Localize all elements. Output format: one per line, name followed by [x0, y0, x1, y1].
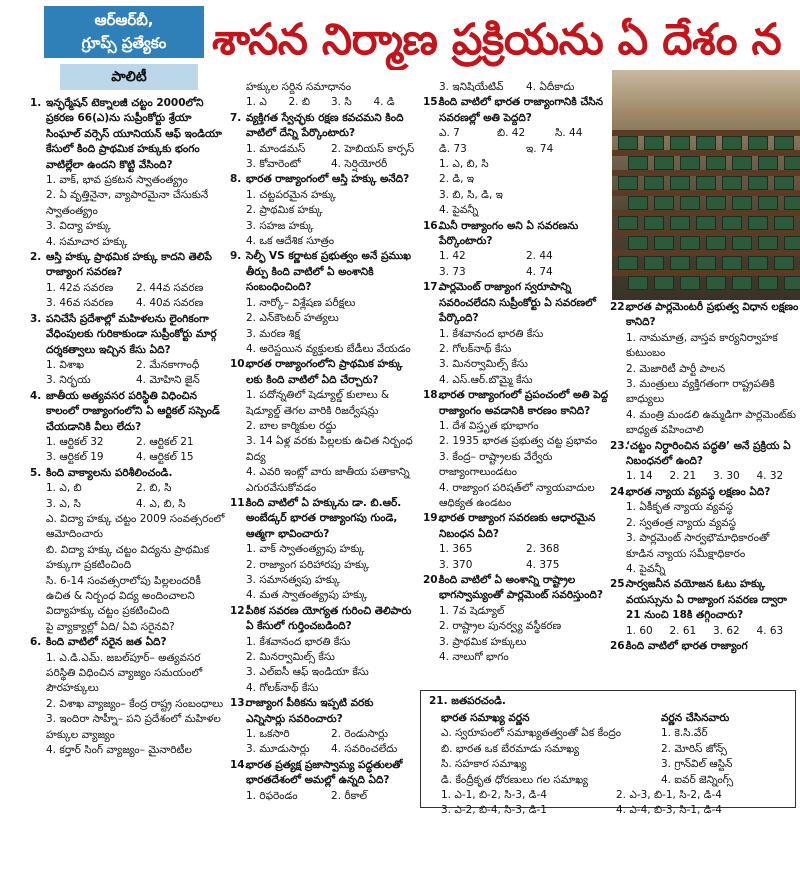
question [423, 511, 613, 542]
question [610, 300, 800, 331]
option: 4. ఒక ఆదేశిక సూత్రం [246, 235, 335, 248]
option: 3. 14 ఏళ్ల వరకు పిల్లలకు ఉచిత నిర్బంధ విద్య [246, 435, 413, 463]
series-tag [44, 6, 204, 58]
desk [748, 176, 768, 190]
question [230, 357, 416, 388]
option: 4. గోలక్‌నాథ్ కేసు [246, 681, 319, 694]
question-text: పీఠిక సవరణ యోగ్యత గురించి తెలిపారు ఏ కేసులో గుర్తించబడింది? [246, 604, 412, 633]
desk [774, 216, 794, 230]
option: 3. ఇనిషియేటివ్ [439, 81, 504, 93]
desk [696, 256, 716, 270]
desk [748, 136, 768, 150]
question-number: 22. [610, 301, 629, 313]
option: పై వ్యాక్యాల్లో ఏది/ ఏవి సరైనవి? [46, 620, 175, 633]
option: 4. మత స్వాతంత్య్రపు హక్కు [246, 589, 368, 602]
desk [748, 256, 768, 270]
option-row [610, 624, 800, 639]
desk [722, 176, 742, 190]
question-number: 23. [610, 439, 629, 452]
question-text: కింది వాటిలో భారత రాజ్యాంగానికి చేసిన సవరణల్లో అతి పెద్దది? [439, 96, 604, 124]
desk [670, 176, 690, 190]
desk [618, 216, 638, 230]
question-number: 13. [230, 697, 249, 710]
match-left-heading: భారత సమాఖ్య వర్ణన [441, 712, 530, 724]
option-row [230, 742, 416, 757]
option: 3. ఎ-2, బి-4, సి-3, డి-1 [441, 804, 547, 817]
question-text: కింది వాక్యాలను పరిశీలించండి. [46, 466, 173, 479]
option: 1. వాక్ స్వాతంత్య్రపు హక్కు [246, 543, 365, 556]
desk [628, 276, 648, 290]
option: 4. సెర్షియోరరీ [331, 158, 388, 171]
option: 3. విద్యా హక్కు [46, 220, 111, 233]
option-row [423, 142, 613, 157]
desk [706, 236, 726, 250]
option: 3. 370 [439, 558, 473, 571]
option: 3. 30 [713, 470, 740, 483]
option: 1. ఎ, బి [46, 482, 82, 495]
match-right-item: 4. ఐవర్ జెన్నింగ్స్ [661, 773, 734, 786]
option-row [30, 358, 226, 373]
question [610, 439, 800, 470]
headline: శాసన నిర్మాణ ప్రక్రియను ఏ దేశం న [212, 15, 782, 65]
option-row [230, 142, 416, 157]
answer-row [441, 788, 791, 803]
column-3 [423, 80, 613, 665]
desk [654, 276, 674, 290]
option: 2. రెండుసార్లు [331, 728, 388, 741]
option-row [30, 296, 226, 311]
option: 1. చట్టపరమైన హక్కు [246, 188, 336, 201]
option: 4. 63 [756, 624, 784, 637]
option: 1. విశాఖ [46, 358, 85, 371]
option: 4. నాలుగో భాగం [439, 651, 509, 664]
continued-text: హక్కుల సర్దిన సమాధానం [246, 81, 352, 93]
match-right-column [661, 711, 793, 788]
question-number: 6. [30, 636, 42, 649]
option: 1. 14 [626, 470, 653, 483]
option: 4. మంత్రి మండలి ఉమ్మడిగా పార్లమెంట్‌కు బాధ్యత వహించాలి [626, 408, 797, 437]
question [30, 635, 226, 650]
option: 2. మెజారిటీ పార్టీ పాలన [626, 362, 726, 375]
option-row [610, 469, 800, 484]
desk [654, 156, 674, 170]
question-number: 15. [423, 96, 442, 109]
parliament-photo [612, 70, 800, 300]
option: 3. ప్రాథమిక హక్కులు [439, 635, 527, 648]
option: 2. బాల కార్మికుల రద్దు [246, 419, 337, 432]
option: 4. ఎవరి ఇంట్లో వారు జాతీయ పతాకాన్ని ఎగురవేసుకోవడం [246, 466, 410, 494]
option: 2. మినర్వామిల్స్ కేసు [246, 651, 335, 664]
option: 4. ఎస్.ఆర్.బొమ్మై కేసు [439, 373, 533, 386]
option: 3. నిర్భయ [46, 374, 91, 387]
option: 4. మోహిని జైన్ [136, 374, 200, 387]
question-number: 9. [230, 250, 242, 263]
option: 4. ఏదీకాదు [526, 81, 575, 93]
option-row [423, 542, 613, 557]
desk [732, 156, 752, 170]
question [230, 111, 416, 142]
option: 2. బి, సి [136, 482, 172, 495]
question-number: 10. [230, 358, 249, 371]
question [610, 577, 800, 623]
desk [670, 256, 690, 270]
question [230, 696, 416, 727]
option: 2. రాష్ట్రాల పునర్వ్య వస్థీకరణ [439, 620, 562, 633]
desk [644, 216, 664, 230]
match-left-item: డి. కేంద్రీకృత ధోరణులు గల సమాఖ్య [441, 773, 588, 786]
desk [696, 136, 716, 150]
desk [618, 176, 638, 190]
option: 4. సవరించలేదు [331, 743, 398, 756]
desk [784, 156, 800, 170]
column-1 [30, 96, 226, 758]
option-row [30, 373, 226, 388]
option: 2. విశాఖ వ్యాజ్యం– కేంద్ర రాష్ట్ర సంబంధాలు [46, 697, 224, 710]
desk [696, 216, 716, 230]
question-number: 16. [423, 219, 442, 232]
option: 2. 1935 భారత ప్రభుత్వ చట్ట ప్రభావం [439, 435, 598, 448]
question-number: 1. [30, 97, 42, 109]
option: 1. ఎ-1, బి-2, సి-3, డి-4 [441, 789, 547, 802]
option: 4. పైవన్నీ [439, 204, 479, 217]
desk [680, 276, 700, 290]
match-left-item: బి. భారత ఒక బేరమాడు సమాఖ్య [441, 742, 580, 755]
question [230, 249, 416, 295]
question-text: కింది వాటిలో ఏ అంశాన్ని రాష్ట్రాల భాగస్వామ్యంతో పార్లమెంట్ సవరిస్తుంది? [439, 574, 603, 602]
option-row [230, 157, 416, 172]
question-number: 17. [423, 281, 442, 294]
option-row [30, 281, 226, 296]
question-text: ఆస్తి హక్కు ప్రాథమిక హక్కు కాదని తెలిపే రాజ్యాంగ సవరణ? [46, 251, 212, 279]
option-row [30, 450, 226, 465]
option: ఎ. విద్యా హక్కు చట్టం 2009 సంవత్సరంలో ఆమోదించారు [46, 512, 225, 541]
desk [706, 196, 726, 210]
option: 4. డి [373, 96, 395, 109]
question-text: జతపరచండి. [451, 695, 506, 707]
question [610, 639, 800, 654]
option-row [423, 126, 613, 141]
question [30, 96, 226, 173]
option: 1. ఎ.డి.ఎమ్. జబల్‌పూర్– అత్యవసర పరిస్థితి విధించిన వ్యాజ్యం సమయంలో పౌరహక్కులు [46, 651, 203, 695]
question-text: పనిచేసే ప్రదేశాల్లో మహిళలను లైంగికంగా వేధింపులకు గురికాకుండా సుప్రీంకోర్టు మార్గ దర్శకత్వాలు ఇచ్చిన కేసు ఏది? [46, 312, 217, 356]
option: 3. మినర్వామిల్స్ కేసు [439, 358, 528, 371]
option: 3. పార్లమెంట్ సార్వభౌమాధికారంతో కూడిన న్యాయ సమీక్షాధికారం [626, 532, 770, 560]
option: 2. ఏ వృత్తినైనా, వ్యాపారమైనా చేసుకునే స్వాతంత్య్రం [46, 189, 209, 217]
option: 1. రిఫరెండం [246, 789, 298, 802]
option: 3. మంత్రులు వ్యక్తిగతంగా రాష్ట్రపతికి బాధ్యులు [626, 378, 775, 406]
question-number: 5. [30, 466, 42, 479]
option: 2. 368 [526, 543, 560, 556]
column-2 [230, 80, 416, 804]
desk [706, 156, 726, 170]
match-right-heading: వర్ణన చేసినవారు [661, 712, 730, 724]
option: 2. డి, ఇ [439, 173, 475, 186]
option: 1. పదోన్నతిలో షెడ్యూల్డ్ కులాలు & షెడ్యూల్డ్ తెగల వారికి రిజర్వేషన్లు [246, 389, 390, 417]
option: 3. ఎ, సి [46, 497, 81, 510]
option: 4. ఎ, బి, సి [136, 497, 186, 510]
option-row [30, 497, 226, 512]
option-row [423, 249, 613, 264]
question-text: భారత పార్లమెంటరీ ప్రభుత్వ విధాన లక్షణం కానిది? [626, 301, 799, 329]
question-number: 26. [610, 639, 629, 652]
option: 2. మేనకాగాంధీ [136, 358, 200, 371]
option: 3. ఇందిరా సాహ్నీ– పని ప్రదేశంలో మహిళల హక్కుల వ్యాజ్యం [46, 713, 221, 741]
desk [774, 256, 794, 270]
question-number: 11. [230, 496, 249, 509]
question-number: 7. [230, 111, 242, 124]
option: 4. 375 [526, 558, 560, 571]
desk [644, 256, 664, 270]
desk [628, 236, 648, 250]
question-text: భారత రాజ్యాంగంలో ఆస్తి హక్కు అనేది? [246, 173, 410, 186]
option: 3. మూడుసార్లు [246, 743, 310, 756]
option: 4. ఆర్టికల్ 15 [136, 451, 194, 464]
option: సి. 6-14 సంవత్సరాలోపు పిల్లలందరికీ ఉచిత & నిర్బంధ విద్య అందించాలని విద్యాహక్కు చట్టం ప్రకటించింది [46, 574, 201, 618]
question [423, 573, 613, 604]
desk [774, 176, 794, 190]
desk [722, 216, 742, 230]
option: 4. కర్తార్ సింగ్ వ్యాజ్యం– మైనారిటీల [46, 744, 192, 757]
question-number: 19. [423, 512, 442, 525]
question-text: భారత న్యాయ వ్యవస్థ లక్షణం ఏది? [626, 485, 771, 498]
desk [670, 136, 690, 150]
option: 1. ఏకీకృత న్యాయ వ్యవస్థ [626, 501, 734, 514]
desk [732, 196, 752, 210]
option-row [30, 481, 226, 496]
option: 2. 61 [669, 624, 697, 637]
question-text: సెల్ఫీ VS కర్ణాటక ప్రభుత్వం అనే ప్రముఖ తీర్పు కింది వాటిలో ఏ అంశానికి సంబంధించింది? [246, 250, 412, 294]
question [30, 466, 226, 481]
option: 2. ఎన్‌కౌంటర్ హత్యలు [246, 312, 339, 325]
question-number: 24. [610, 485, 629, 498]
series-tag-line1: ఆర్ఆర్‌బీ, [94, 11, 154, 29]
desk [670, 216, 690, 230]
question-text: భారత రాజ్యాంగంలోని ప్రాథమిక హక్కు లకు కింది వాటిలో ఏది చేర్చారు? [246, 358, 403, 386]
desk [628, 156, 648, 170]
question-number: 4. [30, 389, 42, 402]
question-text: భారత ప్రత్యక్ష ప్రజాస్వామ్య పద్ధతులతో భారతదేశంలో అమల్లో ఉన్నది ఏది? [246, 758, 403, 787]
option: 3. సమానత్వపు హక్కు [246, 574, 340, 586]
option: 1. నార్కో– విశ్లేషణ పరీక్షలు [246, 296, 356, 309]
match-left-item: ఎ. స్వరూపంలో సమాఖ్యతత్వంతో ఏక కేంద్రం [441, 727, 622, 740]
desk [618, 256, 638, 270]
question-number: 25. [610, 578, 629, 591]
desk [748, 216, 768, 230]
desk [722, 256, 742, 270]
option: 3. బి, సి, డి, ఇ [439, 188, 503, 201]
option: 2. రీకాల్ [331, 789, 368, 802]
question-text: భారత రాజ్యాంగ సవరణకు ఆధారమైన నిబంధన ఏది? [439, 512, 596, 540]
option-row [230, 727, 416, 742]
question-number: 8. [230, 173, 242, 186]
option: బి. 42 [497, 127, 526, 140]
option: 2. రాజ్యాంగ పరిహారపు హక్కు [246, 558, 370, 571]
subject-label: పాలిటీ [60, 64, 198, 90]
option: 3. మరణ శిక్ష [246, 327, 300, 340]
desk [784, 196, 800, 210]
option: ఎ. 7 [439, 127, 460, 140]
option: 3. కేంద్ర– రాష్ట్రాలకు వేర్వేరు రాజ్యాంగాలుండటం [439, 450, 553, 479]
option: 4. పైవన్నీ [626, 562, 666, 575]
option: 3. సి [331, 96, 352, 109]
option: 2. ఆర్టికల్ 21 [136, 435, 194, 448]
desk [654, 236, 674, 250]
desk [628, 196, 648, 210]
answer-row [441, 803, 791, 818]
option: 1. 42వ సవరణ [46, 281, 114, 294]
question [610, 485, 800, 500]
question [230, 496, 416, 542]
desk [732, 236, 752, 250]
option: 1. ఎ, బి, సి [439, 158, 489, 171]
question [423, 219, 613, 250]
match-right-item: 1. కె.సి.వేర్ [661, 727, 708, 740]
question-text: పార్లమెంట్ రాజ్యాంగ స్వరూపాన్ని సవరించలేదని సుప్రీంకోర్టు ఏ సవరణలో పేర్కొంది? [439, 281, 596, 325]
question [423, 388, 613, 419]
question [423, 280, 613, 326]
option-row [423, 80, 613, 95]
question-number: 14. [230, 758, 249, 771]
desk [784, 276, 800, 290]
question-text: వ్యక్తిగత స్వేచ్ఛకు రక్షణ కవచమని కింది వాటిలో దేన్ని పేర్కొంటారు? [246, 111, 404, 140]
option: 2. గోలక్‌నాథ్ కేసు [439, 342, 512, 355]
match-right-item: 3. గ్రాన్‌విల్ ఆస్టిన్ [661, 758, 733, 771]
option: 2. ప్రాథమిక హక్కు [246, 204, 323, 217]
question [230, 172, 416, 187]
option: 4. రాజ్యాంగ పరిషత్‌లో న్యాయవాదుల ఆధిక్యత ఉండటం [439, 481, 595, 509]
desk [758, 276, 778, 290]
option: 2. 44 [526, 250, 553, 263]
question-text: ఇన్ఫర్మేషన్ టెక్నాలజీ చట్టం 2000లోని ప్రకరణ 66(ఎ)ను సుప్రీంకోర్టు శ్రేయా సింఘాల్ వర్సెస్ యూనియన్ ఆఫ్ ఇండియా కేసులో కింది ప్రాథమిక హక్కుకు భంగం వాటిల్లేలా ఉందని కొట్టి వేసింది? [46, 97, 222, 171]
desk [644, 176, 664, 190]
option: 3. ఆర్టికల్ 19 [46, 451, 104, 464]
question [30, 389, 226, 435]
desk [722, 136, 742, 150]
question-number: 2. [30, 251, 42, 264]
option: 1. మాండమస్ [246, 142, 306, 155]
option: 4. ఎ-4, బి-3, సి-1, డి-4 [616, 804, 722, 817]
question [230, 604, 416, 635]
desk [680, 156, 700, 170]
question [30, 250, 226, 281]
option: 1. వాక్, భావ ప్రకటన స్వాతంత్య్రం [46, 174, 188, 187]
option: 1. 365 [439, 543, 473, 556]
option: 2. 44వ సవరణ [136, 281, 204, 294]
question [423, 95, 613, 126]
question-text: రాజ్యాంగ పీఠికను ఇప్పటి వరకు ఎన్నిసార్లు సవరించారు? [246, 697, 374, 725]
option: 2. 21 [669, 470, 697, 483]
option: 1. కేశవానంద భారతి కేసు [246, 635, 351, 648]
desk [644, 136, 664, 150]
question-text: ‘చట్టం నిర్ధారించిన పద్ధతి’ అనే ప్రక్రియ ఏ నిబంధనలో ఉంది? [626, 439, 791, 468]
option: బి. విద్యా హక్కు చట్టం విద్యను ప్రాథమిక హక్కుగా ప్రకటించింది [46, 543, 210, 572]
match-table [420, 690, 796, 817]
option-row [30, 435, 226, 450]
question [30, 312, 226, 358]
question-number: 21. [429, 695, 448, 707]
option: 4. 40వ సవరణ [136, 297, 204, 310]
series-tag-line2: గ్రూప్స్ ప్రత్యేకం [81, 34, 167, 52]
option-row [423, 558, 613, 573]
option: 4. 32 [756, 470, 784, 483]
option: 1. 42 [439, 250, 466, 263]
desk [680, 196, 700, 210]
question-number: 3. [30, 312, 42, 325]
match-right-item: 2. మోరిస్ జోన్స్ [661, 742, 727, 755]
option: 2. బి [288, 96, 310, 109]
question-number: 20. [423, 574, 442, 586]
question-text: సార్వజనీన వయోజన ఓటు హక్కు వయస్సును ఏ రాజ్యాంగ సవరణ ద్వారా 21 నుంచి 18కి తగ్గించారు? [626, 578, 788, 622]
question-text: మినీ రాజ్యాంగం అని ఏ సవరణను పేర్కొంటారు? [439, 219, 579, 248]
option: 1. 60 [626, 624, 653, 637]
option: 4. అరెస్టయిన వ్యక్తులకు బేడీలు వేయడం [246, 342, 411, 355]
question-text: కింది వాటిలో సరైన జత ఏది? [46, 636, 167, 649]
desk [774, 136, 794, 150]
option: 3. 62 [713, 624, 740, 637]
option: 1. నామమాత్ర, వాస్తవ కార్యనిర్వాహక కుటుంబం [626, 331, 778, 360]
question-text: జాతీయ అత్యవసర పరిస్థితి విధించిన కాలంలో రాజ్యాంగంలోని ఏ ఆర్టికల్ సస్పెండ్ చేయడానికి వీలు లేదు? [46, 389, 220, 433]
match-table-title [429, 694, 506, 709]
question-text: భారత రాజ్యాంగంలో ప్రపంచంలో అతి పెద్ద రాజ్యాంగం అవడానికి కారణం కానిది? [439, 389, 609, 417]
column-4 [610, 300, 800, 654]
option-row [230, 95, 416, 110]
option: 2. హెబియస్ కార్పస్ [331, 142, 415, 155]
desk [680, 236, 700, 250]
question-text: కింది వాటిలో ఏ హక్కును డా. బి.ఆర్. అంబేడ్కర్ భారత రాజ్యాంగపు గుండె, ఆత్మగా భావించారు? [246, 496, 402, 540]
question [230, 758, 416, 789]
option: 1. ఆర్టికల్ 32 [46, 435, 104, 448]
option: 1. దేశ విస్తృత భూభాగం [439, 419, 539, 432]
desk [696, 176, 716, 190]
desk [758, 156, 778, 170]
option: 1. 7వ షెడ్యూల్ [439, 604, 505, 617]
desk [732, 276, 752, 290]
option: 3. కోవారెంటో [246, 158, 301, 171]
option: 2. స్వతంత్ర న్యాయ వ్యవస్థ [626, 516, 736, 529]
option: 1. ఒకసారి [246, 728, 290, 741]
desk [618, 136, 638, 150]
match-left-item: సి. సహకార సమాఖ్య [441, 758, 527, 771]
question-number: 18. [423, 389, 442, 402]
option: ఇ. 74 [526, 142, 554, 155]
option-row [230, 789, 416, 804]
option: 3. 46వ సవరణ [46, 297, 114, 310]
option: 1. కేశవానంద భారతి కేసు [439, 327, 544, 340]
desk [758, 196, 778, 210]
option: 3. 73 [439, 265, 466, 278]
option: సి. 44 [555, 127, 583, 140]
desk [706, 276, 726, 290]
option: డి. 73 [439, 142, 467, 155]
desk [654, 196, 674, 210]
question-text: కింది వాటిలో భారత రాజ్యాంగ [626, 639, 748, 652]
desk [784, 236, 800, 250]
option: 3. సహజ హక్కు [246, 219, 314, 232]
option: 1. ఎ [246, 96, 267, 109]
option-row [423, 265, 613, 280]
desk [758, 236, 778, 250]
option: 2. ఎ-3, బి-1, సి-2, డి-4 [616, 789, 722, 802]
option: 4. సమాచార హక్కు [46, 235, 128, 248]
option: 4. 74 [526, 265, 553, 278]
option: 3. ఎల్ఐసీ ఆఫ్ ఇండియా కేసు [246, 666, 369, 679]
question-number: 12. [230, 604, 249, 617]
